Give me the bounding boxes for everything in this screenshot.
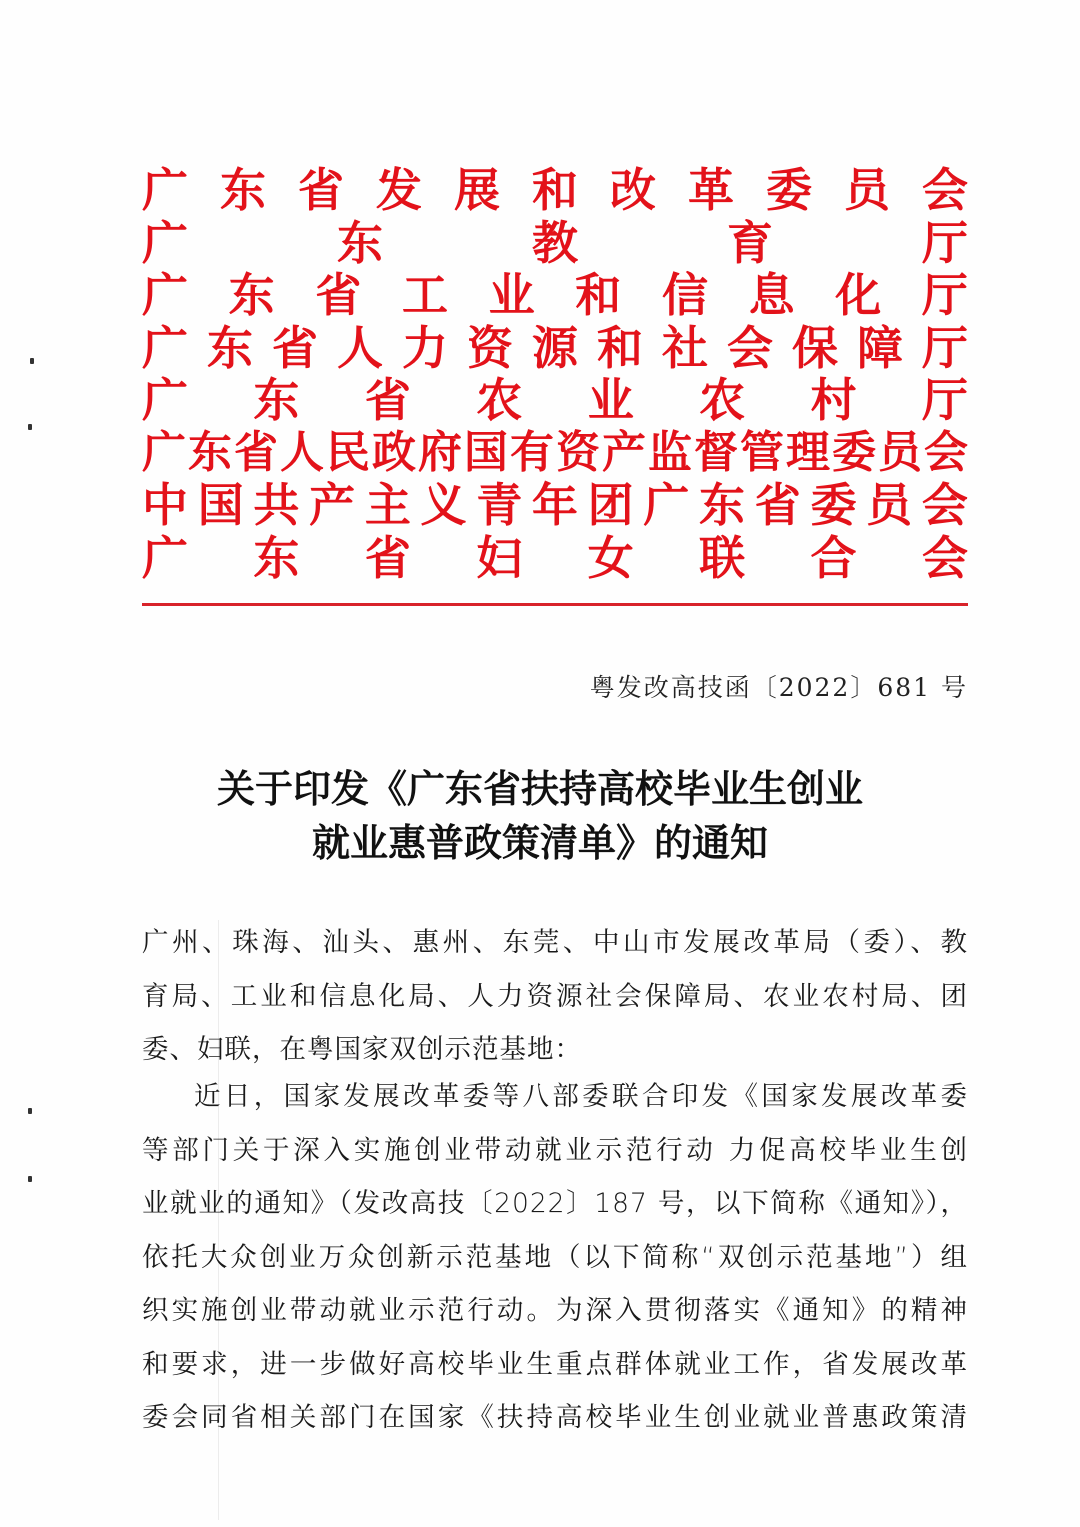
issuer-char: 女 [587, 530, 634, 585]
issuer-char: 东 [253, 373, 300, 427]
issuer-char: 会 [922, 163, 968, 217]
issuer-char: 社 [662, 320, 708, 375]
scan-speck [28, 1108, 32, 1114]
issuer-char: 会 [727, 320, 773, 375]
issuer-char: 东 [207, 320, 253, 375]
issuer-char: 省 [315, 268, 362, 322]
issuer-char: 展 [454, 163, 500, 217]
issuer-char: 厅 [922, 215, 968, 270]
issuer-char: 人 [337, 320, 383, 375]
scan-speck [28, 424, 32, 430]
paragraph-line: 依托大众创业万众创新示范基地（以下简称“双创示范基地”）组 [142, 1241, 968, 1273]
issuer-char: 义 [420, 478, 467, 532]
issuer-char: 和 [597, 320, 643, 375]
scan-speck [28, 1176, 32, 1182]
paragraph-line: 和要求，进一步做好高校毕业生重点群体就业工作，省发展改革 [142, 1348, 968, 1380]
paragraph-line: 等部门关于深入实施创业带动就业示范行动 力促高校毕业生创 [142, 1134, 968, 1166]
issuer-char: 委 [810, 478, 857, 532]
issuer-char: 工 [401, 268, 448, 322]
issuer-char: 广 [142, 320, 188, 375]
issuer-char: 省 [754, 478, 801, 532]
recipients-line: 委、妇联，在粤国家双创示范基地： [142, 1034, 582, 1065]
scan-speck [30, 358, 34, 364]
issuer-char: 源 [532, 320, 578, 375]
issuer-char: 信 [661, 268, 708, 322]
issuer-char: 广 [142, 530, 188, 585]
issuer-char: 中 [142, 478, 188, 532]
document-title-line-2: 就业惠普政策清单》的通知 [311, 820, 768, 865]
document-number: 粤发改高技函〔2022〕681 号 [589, 673, 968, 702]
issuer-char: 广 [142, 373, 188, 427]
issuer-char: 省 [234, 426, 278, 478]
issuer-char: 团 [587, 478, 634, 532]
issuer-char: 障 [857, 320, 903, 375]
issuer-line [142, 164, 968, 217]
issuer-char: 革 [688, 163, 734, 217]
issuer-char: 理 [786, 426, 830, 478]
issuer-char: 东 [337, 215, 383, 270]
paragraph-line: 织实施创业带动就业示范行动。为深入贯彻落实《通知》的精神 [142, 1295, 968, 1326]
issuer-char: 教 [532, 215, 578, 270]
issuer-char: 共 [253, 478, 300, 532]
issuer-line [142, 322, 968, 375]
issuer-char: 会 [921, 530, 968, 585]
issuer-line [142, 479, 968, 532]
issuer-char: 和 [575, 268, 622, 322]
issuer-char: 有 [510, 426, 554, 478]
issuer-char: 厅 [922, 320, 968, 375]
issuer-char: 广 [142, 426, 186, 478]
issuer-char: 青 [476, 478, 523, 532]
issuer-char: 年 [531, 478, 578, 532]
issuer-char: 省 [364, 373, 411, 427]
issuer-char: 主 [364, 478, 411, 532]
issuer-char: 委 [766, 163, 812, 217]
issuer-char: 业 [488, 268, 535, 322]
issuer-char: 员 [878, 426, 922, 478]
issuer-char: 员 [844, 163, 890, 217]
issuer-char: 广 [643, 478, 690, 532]
issuer-char: 省 [364, 530, 411, 585]
issuer-line [142, 217, 968, 270]
issuer-char: 厅 [921, 373, 968, 427]
issuer-char: 发 [376, 163, 422, 217]
issuer-char: 化 [835, 268, 882, 322]
issuer-char: 管 [740, 426, 784, 478]
issuer-char: 育 [727, 215, 773, 270]
issuer-char: 资 [556, 426, 600, 478]
issuer-char: 力 [402, 320, 448, 375]
paragraph-line: 业就业的通知》（发改高技〔2022〕187 号，以下简称《通知》）， [142, 1188, 968, 1219]
issuer-line [142, 269, 968, 322]
issuer-char: 员 [866, 478, 913, 532]
issuer-char: 监 [648, 426, 692, 478]
issuer-char: 息 [748, 268, 795, 322]
issuer-char: 东 [253, 530, 300, 585]
issuer-char: 民 [326, 426, 370, 478]
body-paragraph [142, 1070, 968, 1445]
issuer-char: 政 [372, 426, 416, 478]
red-separator-line [142, 603, 968, 606]
issuing-agencies-header [142, 164, 968, 584]
issuer-char: 国 [197, 478, 244, 532]
issuer-char: 联 [699, 530, 746, 585]
issuer-char: 农 [476, 373, 523, 427]
issuer-char: 会 [921, 478, 968, 532]
issuer-char: 和 [532, 163, 578, 217]
issuer-char: 村 [810, 373, 857, 427]
issuer-char: 东 [699, 478, 746, 532]
recipients-line: 育局、工业和信息化局、人力资源社会保障局、农业农村局、团 [142, 980, 968, 1012]
issuer-line [142, 427, 968, 480]
paragraph-line: 近日，国家发展改革委等八部委联合印发《国家发展改革委 [194, 1081, 968, 1112]
issuer-char: 省 [272, 320, 318, 375]
issuer-char: 东 [188, 426, 232, 478]
issuer-line [142, 374, 968, 427]
issuer-char: 资 [467, 320, 513, 375]
issuer-char: 农 [699, 373, 746, 427]
issuer-char: 产 [602, 426, 646, 478]
issuer-char: 委 [832, 426, 876, 478]
issuer-char: 会 [924, 426, 968, 478]
issuer-char: 合 [810, 530, 857, 585]
issuer-char: 广 [142, 163, 188, 217]
issuer-line [142, 532, 968, 585]
issuer-char: 东 [220, 163, 266, 217]
issuer-char: 产 [309, 478, 356, 532]
issuer-char: 保 [792, 320, 838, 375]
paragraph-line: 委会同省相关部门在国家《扶持高校毕业生创业就业普惠政策清 [142, 1402, 968, 1433]
issuer-char: 妇 [476, 530, 523, 585]
issuer-char: 东 [228, 268, 275, 322]
issuer-char: 省 [298, 163, 344, 217]
issuer-char: 业 [587, 373, 634, 427]
issuer-char: 广 [142, 215, 188, 270]
recipients-line: 广州、珠海、汕头、惠州、东莞、中山市发展改革局（委）、教 [142, 927, 968, 958]
issuer-char: 厅 [921, 268, 968, 322]
issuer-char: 国 [464, 426, 508, 478]
issuer-char: 府 [418, 426, 462, 478]
document-title-line-1: 关于印发《广东省扶持高校毕业生创业 [216, 766, 863, 811]
issuer-char: 督 [694, 426, 738, 478]
issuer-char: 人 [280, 426, 324, 478]
recipients-block [142, 916, 968, 1077]
issuer-char: 广 [142, 268, 188, 322]
issuer-char: 改 [610, 163, 656, 217]
